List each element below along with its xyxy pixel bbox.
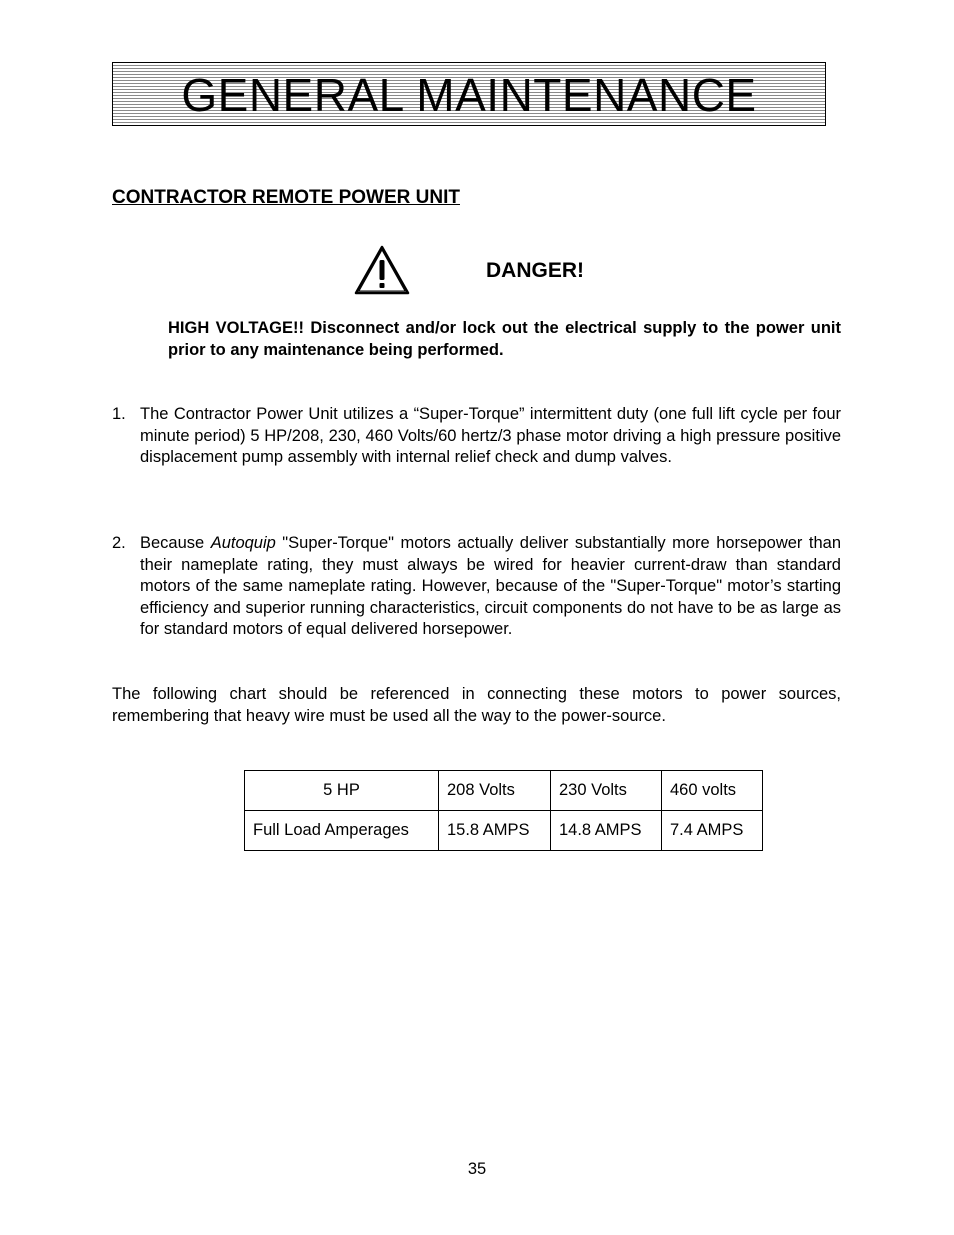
list-text: The Contractor Power Unit utilizes a “Super-Torque” intermittent duty (one full lift cycle per four minute period) 5 HP/208, 230, 460 Volts/60 hertz/3 phase motor driving a high pressure positive displacement pump assembly with internal relief check and dump valves. <box>140 405 841 466</box>
table-cell: Full Load Amperages <box>245 811 439 851</box>
table-cell: 208 Volts <box>439 771 551 811</box>
table-row <box>245 811 763 851</box>
danger-label: DANGER! <box>486 259 584 282</box>
list-text <box>140 533 841 641</box>
table-cell: 15.8 AMPS <box>439 811 551 851</box>
table-cell: 7.4 AMPS <box>662 811 763 851</box>
list-text-start: Because <box>140 534 211 552</box>
list-item <box>112 533 841 641</box>
table-row <box>245 771 763 811</box>
chart-reference-paragraph: The following chart should be referenced in connecting these motors to power sources, remembering that heavy wire must be used all the way to the power-source. <box>112 685 841 725</box>
table-cell: 230 Volts <box>551 771 662 811</box>
brand-name: Autoquip <box>210 534 276 552</box>
list-number: 1. <box>112 405 126 423</box>
section-heading: CONTRACTOR REMOTE POWER UNIT <box>112 187 460 208</box>
table-cell: 460 volts <box>662 771 763 811</box>
list-item <box>112 404 841 469</box>
amperage-table <box>244 770 763 851</box>
list-text-end: "Super-Torque" motors actually deliver substantially more horsepower than their nameplate rating, they must always be wired for heavier current-draw than standard motors of the same nameplate rating. However, because of the "Super-Torque" motor’s starting efficiency and superior running characteristics, circuit components do not have to be as large as for standard motors of equal delivered horsepower. <box>140 534 841 638</box>
warning-triangle-icon <box>353 244 411 296</box>
table-cell: 5 HP <box>245 771 439 811</box>
section-banner <box>112 62 826 126</box>
table-cell: 14.8 AMPS <box>551 811 662 851</box>
high-voltage-warning: HIGH VOLTAGE!! Disconnect and/or lock out the electrical supply to the power unit prior to any maintenance being performed. <box>168 319 841 359</box>
page-title: GENERAL MAINTENANCE <box>181 69 757 121</box>
page-number: 35 <box>467 1160 487 1178</box>
list-number: 2. <box>112 534 126 552</box>
